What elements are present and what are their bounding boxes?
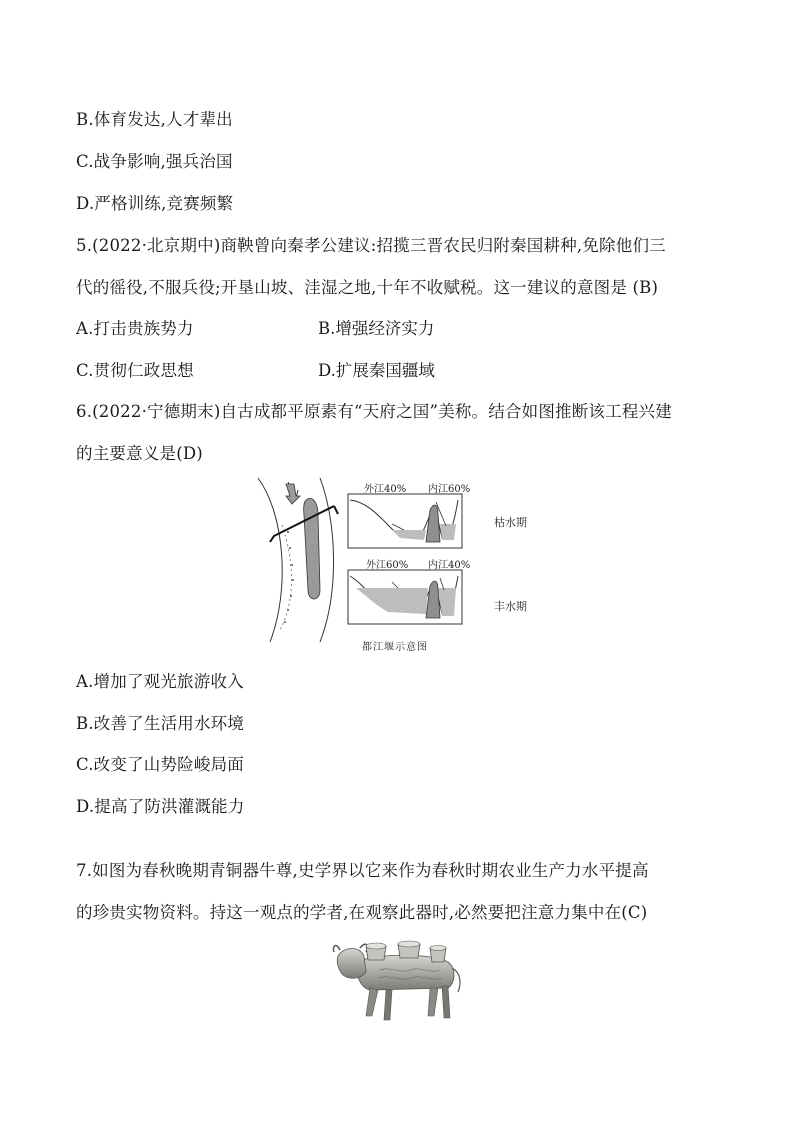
q6-option-d: D.提高了防洪灌溉能力 — [76, 797, 245, 816]
q7-stem-line-1: 7.如图为春秋晚期青铜器牛尊,史学界以它来作为春秋时期农业生产力水平提高 — [76, 861, 649, 880]
river-bank-right — [320, 478, 334, 642]
q6-option-b: B.改善了生活用水环境 — [76, 714, 245, 733]
q5-stem-line-1: 5.(2022·北京期中)商鞅曾向秦孝公建议:招揽三晋农民归附秦国耕种,免除他们三 — [76, 236, 666, 255]
figure-caption: 都江堰示意图 — [362, 642, 428, 653]
q4-option-d: D.严格训练,竞赛频繁 — [76, 194, 234, 213]
bronze-ox-zun-figure — [330, 932, 470, 1024]
q5-option-b: B.增强经济实力 — [318, 319, 435, 338]
q7-stem-line-2: 的珍贵实物资料。持这一观点的学者,在观察此器时,必然要把注意力集中在(C) — [76, 903, 648, 922]
flow-arrow-icon — [286, 484, 300, 504]
q4-option-b: B.体育发达,人才辈出 — [76, 110, 233, 129]
dry-outer-label: 外江40% — [364, 484, 407, 495]
q6-option-c: C.改变了山势险峻局面 — [76, 755, 244, 774]
q5-option-d: D.扩展秦国疆域 — [318, 361, 435, 380]
q6-option-a: A.增加了观光旅游收入 — [76, 672, 244, 691]
q5-option-c: C.贯彻仁政思想 — [76, 361, 194, 380]
dujiangyan-figure — [250, 470, 550, 660]
q4-option-c: C.战争影响,强兵治国 — [76, 152, 233, 171]
flood-season-label: 丰水期 — [494, 600, 527, 613]
q5-option-a: A.打击贵族势力 — [76, 319, 194, 338]
q6-stem-line-2: 的主要意义是(D) — [76, 444, 203, 463]
flood-inner-label: 内江40% — [428, 560, 471, 571]
river-bank-left — [258, 478, 282, 642]
q5-stem-line-2: 代的徭役,不服兵役;开垦山坡、洼湿之地,十年不收赋税。这一建议的意图是 (B) — [76, 278, 659, 297]
q6-stem-line-1: 6.(2022·宁德期末)自古成都平原素有“天府之国”美称。结合如图推断该工程兴建 — [76, 402, 672, 421]
dry-inner-label: 内江60% — [428, 484, 471, 495]
bronze-ox-zun-image — [330, 932, 470, 1024]
flood-outer-label: 外江60% — [366, 560, 409, 571]
islet-dots — [284, 531, 294, 623]
dry-season-label: 枯水期 — [494, 516, 527, 529]
